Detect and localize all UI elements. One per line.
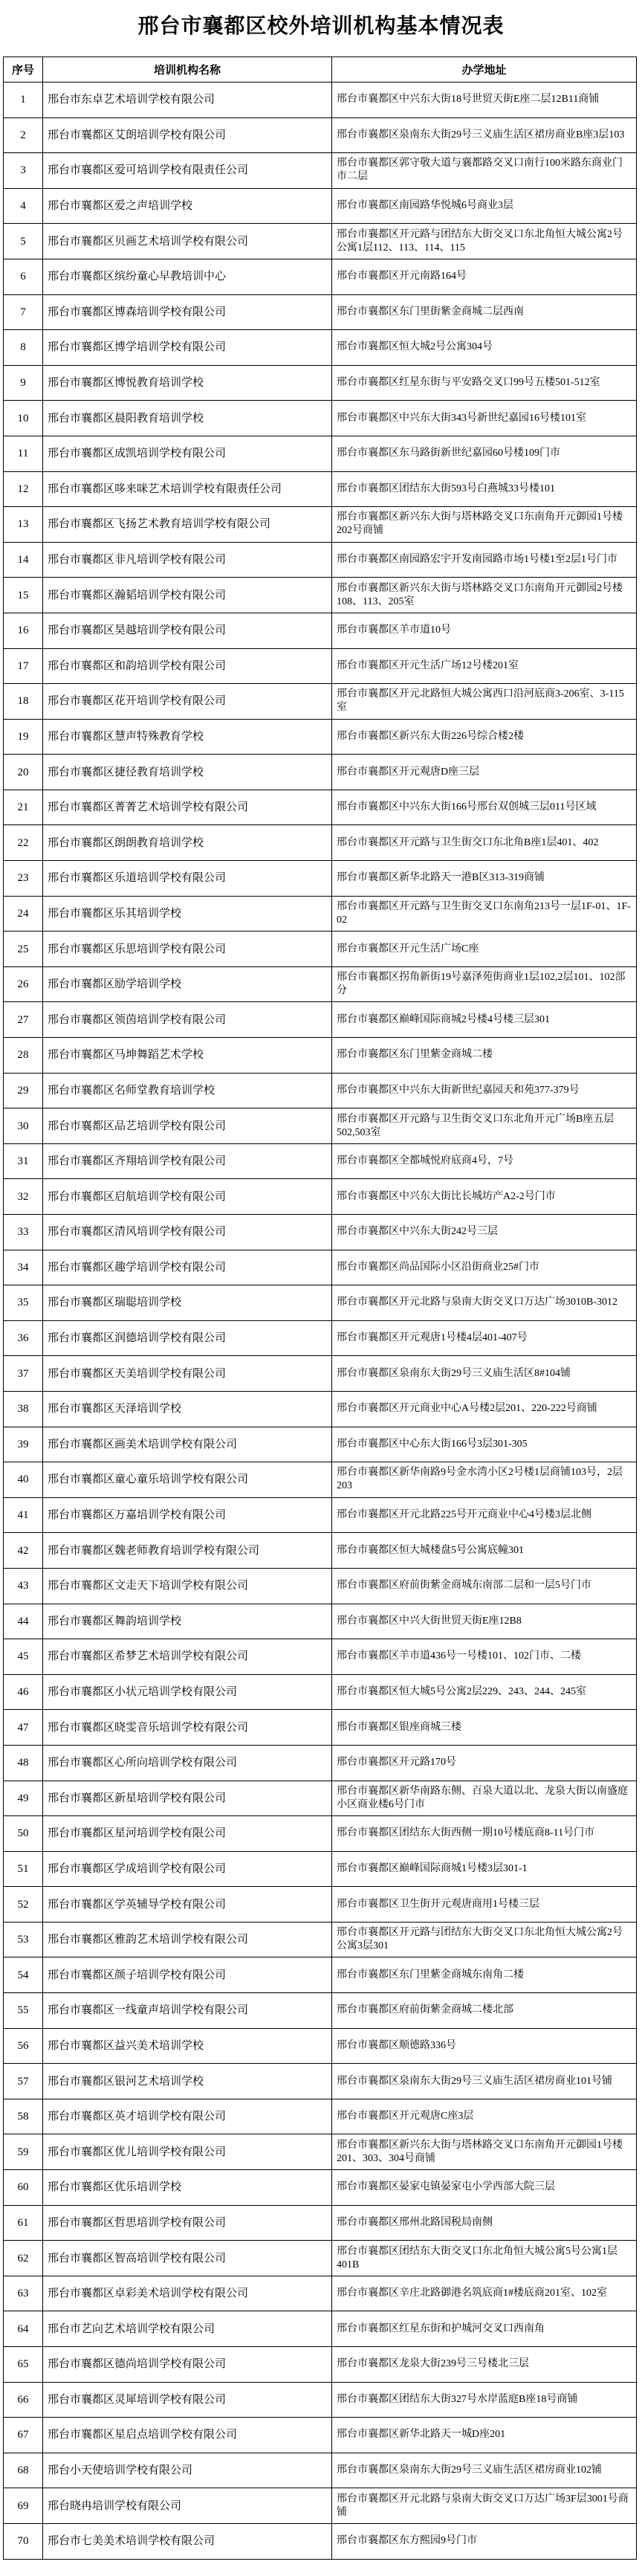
table-row [4, 1533, 637, 1569]
table-row [4, 1887, 637, 1923]
row-index: 30 [4, 1108, 43, 1144]
institution-name: 邢台市襄都区花开培训学校有限公司 [43, 684, 332, 720]
row-index: 36 [4, 1320, 43, 1356]
institution-name: 邢台市襄都区天泽培训学校 [43, 1391, 332, 1427]
row-index: 12 [4, 471, 43, 507]
table-row [4, 613, 637, 648]
institution-name: 邢台市襄都区马坤舞蹈艺术学校 [43, 1038, 332, 1074]
row-index: 8 [4, 330, 43, 366]
institution-name: 邢台市襄都区博学培训学校有限公司 [43, 330, 332, 366]
row-index: 11 [4, 436, 43, 471]
institution-name: 邢台市襄都区舞韵培训学校 [43, 1604, 332, 1639]
institution-address: 邢台市襄都区东门里街紫金商城二层西南 [332, 294, 637, 330]
table-row [4, 1250, 637, 1285]
table-row [4, 578, 637, 613]
row-index: 69 [4, 2488, 43, 2524]
table-row [4, 330, 637, 366]
row-index: 45 [4, 1639, 43, 1675]
institution-address: 邢台市襄都区团结东大街593号白燕城33号楼101 [332, 471, 637, 507]
table-row [4, 1002, 637, 1038]
row-index: 62 [4, 2241, 43, 2276]
institution-name: 邢台市襄都区星河培训学校有限公司 [43, 1816, 332, 1852]
row-index: 28 [4, 1038, 43, 1074]
institution-name: 邢台市襄都区优乐培训学校 [43, 2170, 332, 2206]
institution-address: 邢台市襄都区中兴东大街166号邢台双创城三层011号区域 [332, 790, 637, 825]
row-index: 32 [4, 1179, 43, 1215]
row-index: 37 [4, 1356, 43, 1392]
table-row [4, 2347, 637, 2383]
institution-name: 邢台市襄都区励学培训学校 [43, 966, 332, 1002]
institution-name: 邢台市襄都区雅韵艺术培训学校有限公司 [43, 1922, 332, 1957]
row-index: 53 [4, 1922, 43, 1957]
institution-name: 邢台市襄都区和韵培训学校有限公司 [43, 648, 332, 684]
table-row [4, 1179, 637, 1215]
institution-name: 邢台市襄都区文走天下培训学校有限公司 [43, 1568, 332, 1604]
institution-address: 邢台市襄都区恒大城2号公寓304号 [332, 330, 637, 366]
institution-name: 邢台市襄都区名师堂教育培训学校 [43, 1073, 332, 1108]
table-row [4, 1957, 637, 1993]
row-index: 25 [4, 932, 43, 967]
header-name: 培训机构名称 [43, 57, 332, 83]
table-row [4, 436, 637, 471]
table-row [4, 896, 637, 932]
row-index: 56 [4, 2028, 43, 2064]
row-index: 52 [4, 1887, 43, 1923]
institution-address: 邢台市襄都区南园路宏宇开发南园路市场1号楼1至2层1号门市 [332, 542, 637, 578]
institution-name: 邢台市襄都区领茵培训学校有限公司 [43, 1002, 332, 1038]
table-row [4, 188, 637, 224]
table-row [4, 259, 637, 294]
table-row [4, 1427, 637, 1462]
institution-address: 邢台市襄都区中兴东大街比长城坊产A2-2号门市 [332, 1179, 637, 1215]
row-index: 48 [4, 1745, 43, 1781]
institution-address: 邢台市襄都区开元观唐D座三层 [332, 755, 637, 790]
institution-address: 邢台市襄都区尚品国际小区沿街商业25#门市 [332, 1250, 637, 1285]
row-index: 31 [4, 1143, 43, 1179]
table-row [4, 1993, 637, 2029]
row-index: 70 [4, 2523, 43, 2559]
row-index: 44 [4, 1604, 43, 1639]
institution-address: 邢台市襄都区新兴东大街与塔林路交叉口东南角开元御园2号楼108、113、205室 [332, 578, 637, 613]
table-row [4, 1108, 637, 1144]
institution-address: 邢台市襄都区开元北路恒大城公寓西口沿河底商3-206室、3-115室 [332, 684, 637, 720]
institution-address: 邢台市襄都区开元生活广场C座 [332, 932, 637, 967]
table-row [4, 1497, 637, 1533]
institution-name: 邢台市襄都区童心童乐培训学校有限公司 [43, 1462, 332, 1498]
institution-name: 邢台市襄都区缤纷童心早教培训中心 [43, 259, 332, 294]
institution-address: 邢台市襄都区羊市道10号 [332, 613, 637, 648]
row-index: 15 [4, 578, 43, 613]
table-row [4, 1816, 637, 1852]
institution-address: 邢台市襄都区开元生活广场12号楼201室 [332, 648, 637, 684]
institution-name: 邢台市襄都区瑞聪培训学校 [43, 1285, 332, 1321]
institution-name: 邢台市襄都区智高培训学校有限公司 [43, 2241, 332, 2276]
institution-address: 邢台市襄都区中兴东大街新世纪嘉园天和苑377-379号 [332, 1073, 637, 1108]
institution-name: 邢台市襄都区星启点培训学校有限公司 [43, 2418, 332, 2453]
institution-name: 邢台市襄都区博森培训学校有限公司 [43, 294, 332, 330]
institution-address: 邢台市襄都区拐角新街19号嘉泽苑街商业1层102,2层101、102部分 [332, 966, 637, 1002]
row-index: 40 [4, 1462, 43, 1498]
row-index: 7 [4, 294, 43, 330]
table-row [4, 2170, 637, 2206]
table-row [4, 932, 637, 967]
table-row [4, 1781, 637, 1816]
institution-address: 邢台市襄都区府前街紫金商城二楼北部 [332, 1993, 637, 2029]
table-row [4, 1320, 637, 1356]
table-row [4, 471, 637, 507]
table-row [4, 507, 637, 543]
row-index: 27 [4, 1002, 43, 1038]
table-row [4, 2099, 637, 2134]
table-row [4, 1851, 637, 1887]
row-index: 35 [4, 1285, 43, 1321]
row-index: 42 [4, 1533, 43, 1569]
table-row [4, 224, 637, 259]
institution-address: 邢台市襄都区开元商业中心A号楼2层201、220-222号商铺 [332, 1391, 637, 1427]
institution-name: 邢台晓冉培训学校有限公司 [43, 2488, 332, 2524]
institution-address: 邢台市襄都区东马路街新世纪嘉园60号楼109门市 [332, 436, 637, 471]
institution-address: 邢台市襄都区新兴东大街与塔林路交叉口东南角开元御园1号楼202号商铺 [332, 507, 637, 543]
table-row [4, 2205, 637, 2241]
institution-address: 邢台市襄都区开元路与团结东大街交叉口东北角恒大城公寓2号公寓1层112、113、114、115 [332, 224, 637, 259]
institution-name: 邢台市襄都区爱可培训学校有限责任公司 [43, 153, 332, 189]
institution-address: 邢台市襄都区邢州北路国税局南侧 [332, 2205, 637, 2241]
institution-address: 邢台市襄都区新华北路天一港B区313-319商铺 [332, 861, 637, 897]
table-row [4, 2488, 637, 2524]
table-row [4, 1604, 637, 1639]
institution-address: 邢台市襄都区新兴东大街与塔林路交叉口东南角开元御园1号楼201、303、304号商铺 [332, 2134, 637, 2170]
institution-name: 邢台市襄都区魏老师教育培训学校有限公司 [43, 1533, 332, 1569]
institution-address: 邢台市襄都区开元北路225号开元商业中心4号楼3层北侧 [332, 1497, 637, 1533]
row-index: 61 [4, 2205, 43, 2241]
institution-name: 邢台市襄都区成凯培训学校有限公司 [43, 436, 332, 471]
institution-name: 邢台市襄都区趣学培训学校有限公司 [43, 1250, 332, 1285]
table-row [4, 2453, 637, 2488]
row-index: 29 [4, 1073, 43, 1108]
institution-name: 邢台市襄都区优儿培训学校有限公司 [43, 2134, 332, 2170]
row-index: 38 [4, 1391, 43, 1427]
institution-address: 邢台市襄都区中兴大街世贸天街E座12B8 [332, 1604, 637, 1639]
institution-address: 邢台市襄都区中心东大街166号3层301-305 [332, 1427, 637, 1462]
institution-address: 邢台市襄都区卫生街开元观唐商用1号楼三层 [332, 1887, 637, 1923]
row-index: 18 [4, 684, 43, 720]
table-row [4, 861, 637, 897]
institution-name: 邢台市襄都区画美术培训学校有限公司 [43, 1427, 332, 1462]
institution-name: 邢台市襄都区天美培训学校有限公司 [43, 1356, 332, 1392]
row-index: 23 [4, 861, 43, 897]
institution-address: 邢台市襄都区新兴东大街226号综合楼2楼 [332, 719, 637, 755]
table-row [4, 1356, 637, 1392]
institution-name: 邢台市襄都区希梦艺术培训学校有限公司 [43, 1639, 332, 1675]
institution-name: 邢台市东卓艺术培训学校有限公司 [43, 83, 332, 118]
institution-name: 邢台市襄都区万嘉培训学校有限公司 [43, 1497, 332, 1533]
institution-name: 邢台市襄都区瀚韬培训学校有限公司 [43, 578, 332, 613]
table-row [4, 1639, 637, 1675]
institution-name: 邢台市襄都区小状元培训学校有限公司 [43, 1674, 332, 1710]
institution-name: 邢台市襄都区银河艺术培训学校 [43, 2064, 332, 2099]
institution-address: 邢台市襄都区泉南东大街29号三义庙生活区8#104铺 [332, 1356, 637, 1392]
institution-address: 邢台市襄都区银座商城三楼 [332, 1710, 637, 1746]
institution-address: 邢台市襄都区新华南路东侧、百泉大道以北、龙泉大街以南盛庭小区商业楼6号门市 [332, 1781, 637, 1816]
row-index: 17 [4, 648, 43, 684]
table-row [4, 1073, 637, 1108]
row-index: 67 [4, 2418, 43, 2453]
institution-address: 邢台市襄都区开元路与卫生街交叉口东北角开元广场B座五层502,503室 [332, 1108, 637, 1144]
row-index: 50 [4, 1816, 43, 1852]
table-row [4, 365, 637, 401]
institution-address: 邢台市襄都区开元观唐C座3层 [332, 2099, 637, 2134]
institution-name: 邢台市襄都区贝画艺术培训学校有限公司 [43, 224, 332, 259]
institution-address: 邢台市襄都区巅峰国际商城2号楼4号楼三层301 [332, 1002, 637, 1038]
institution-name: 邢台市襄都区乐道培训学校有限公司 [43, 861, 332, 897]
table-row [4, 1143, 637, 1179]
table-row [4, 1215, 637, 1250]
row-index: 21 [4, 790, 43, 825]
institution-address: 邢台市襄都区南园路华悦城6号商业3层 [332, 188, 637, 224]
table-row [4, 1710, 637, 1746]
table-row [4, 1922, 637, 1957]
institution-address: 邢台市襄都区泉南东大街29号三义庙生活区裙房商业B座3层103 [332, 117, 637, 153]
table-row [4, 2276, 637, 2311]
institution-table [3, 57, 637, 2560]
row-index: 34 [4, 1250, 43, 1285]
header-index: 序号 [4, 57, 43, 83]
institution-name: 邢台市襄都区齐翔培训学校有限公司 [43, 1143, 332, 1179]
table-row [4, 83, 637, 118]
row-index: 65 [4, 2347, 43, 2383]
institution-name: 邢台市襄都区菁菁艺术培训学校有限公司 [43, 790, 332, 825]
institution-address: 邢台市襄都区中兴东大街18号世贸天街E座二层12B11商铺 [332, 83, 637, 118]
row-index: 26 [4, 966, 43, 1002]
row-index: 68 [4, 2453, 43, 2488]
row-index: 19 [4, 719, 43, 755]
row-index: 6 [4, 259, 43, 294]
institution-address: 邢台市襄都区新华北路天一城D座201 [332, 2418, 637, 2453]
institution-name: 邢台市襄都区卓彩美术培训学校有限公司 [43, 2276, 332, 2311]
row-index: 41 [4, 1497, 43, 1533]
institution-address: 邢台市襄都区羊市道436号一号楼101、102门市、二楼 [332, 1639, 637, 1675]
row-index: 43 [4, 1568, 43, 1604]
row-index: 54 [4, 1957, 43, 1993]
institution-address: 邢台市襄都区恒大城楼盘5号公寓底幢301 [332, 1533, 637, 1569]
row-index: 46 [4, 1674, 43, 1710]
institution-name: 邢台市襄都区博悦教育培训学校 [43, 365, 332, 401]
institution-address: 邢台市襄都区东门里紫金商城东南角二楼 [332, 1957, 637, 1993]
institution-address: 邢台市襄都区中兴东大街343号新世纪嘉园16号楼101室 [332, 401, 637, 436]
row-index: 49 [4, 1781, 43, 1816]
table-row [4, 1462, 637, 1498]
institution-name: 邢台市襄都区晓雯音乐培训学校有限公司 [43, 1710, 332, 1746]
institution-name: 邢台市襄都区飞扬艺术教育培训学校有限公司 [43, 507, 332, 543]
table-row [4, 294, 637, 330]
row-index: 55 [4, 1993, 43, 2029]
table-row [4, 117, 637, 153]
institution-name: 邢台市襄都区哲思培训学校有限公司 [43, 2205, 332, 2241]
institution-name: 邢台市艺向艺术培训学校有限公司 [43, 2311, 332, 2347]
row-index: 4 [4, 188, 43, 224]
institution-address: 邢台市襄都区开元路与团结东大街交叉口东北角恒大城公寓2号公寓3层301 [332, 1922, 637, 1957]
table-row [4, 966, 637, 1002]
institution-address: 邢台市襄都区开元路与卫生街交叉口东南角213号一层1F-01、1F-02 [332, 896, 637, 932]
institution-address: 邢台市襄都区开元北路与泉南大街交叉口万达广场3010B-3012 [332, 1285, 637, 1321]
institution-name: 邢台市襄都区昊越培训学校有限公司 [43, 613, 332, 648]
institution-name: 邢台市襄都区品艺培训学校有限公司 [43, 1108, 332, 1144]
row-index: 63 [4, 2276, 43, 2311]
institution-name: 邢台市襄都区艾朗培训学校有限公司 [43, 117, 332, 153]
institution-address: 邢台市襄都区开元北路与泉南大街交叉口万达广场3F层3001号商铺 [332, 2488, 637, 2524]
table-row [4, 684, 637, 720]
institution-address: 邢台市襄都区团结东大街西侧一期10号楼底商8-11号门市 [332, 1816, 637, 1852]
row-index: 66 [4, 2382, 43, 2418]
table-row [4, 1745, 637, 1781]
institution-address: 邢台市襄都区开元南路164号 [332, 259, 637, 294]
row-index: 3 [4, 153, 43, 189]
row-index: 39 [4, 1427, 43, 1462]
institution-name: 邢台市襄都区新星培训学校有限公司 [43, 1781, 332, 1816]
institution-address: 邢台市襄都区红星东街与平安路交叉口99号五楼501-512室 [332, 365, 637, 401]
institution-name: 邢台市襄都区朗朗教育培训学校 [43, 825, 332, 861]
institution-name: 邢台市襄都区慧声特殊教育学校 [43, 719, 332, 755]
table-row [4, 790, 637, 825]
institution-name: 邢台市襄都区英才培训学校有限公司 [43, 2099, 332, 2134]
institution-name: 邢台市襄都区一线童声培训学校有限公司 [43, 1993, 332, 2029]
institution-name: 邢台市襄都区哆来咪艺术培训学校有限责任公司 [43, 471, 332, 507]
institution-address: 邢台市襄都区开元路170号 [332, 1745, 637, 1781]
table-row [4, 2064, 637, 2099]
institution-address: 邢台市襄都区开元路与卫生街交口东北角B座1层401、402 [332, 825, 637, 861]
table-row [4, 648, 637, 684]
row-index: 51 [4, 1851, 43, 1887]
row-index: 59 [4, 2134, 43, 2170]
institution-address: 邢台市襄都区团结东大街交叉口东北角恒大城公寓5号公寓1层401B [332, 2241, 637, 2276]
institution-name: 邢台市襄都区灵犀培训学校有限公司 [43, 2382, 332, 2418]
table-row [4, 2241, 637, 2276]
table-row [4, 2382, 637, 2418]
row-index: 22 [4, 825, 43, 861]
row-index: 14 [4, 542, 43, 578]
institution-address: 邢台市襄都区龙泉大街239号三号楼北三层 [332, 2347, 637, 2383]
institution-name: 邢台市襄都区爱之声培训学校 [43, 188, 332, 224]
institution-name: 邢台市襄都区心所向培训学校有限公司 [43, 1745, 332, 1781]
row-index: 24 [4, 896, 43, 932]
institution-address: 邢台市襄都区晏家屯镇晏家屯小学西部大院三层 [332, 2170, 637, 2206]
institution-address: 邢台市襄都区全都城悦府底商4号，7号 [332, 1143, 637, 1179]
institution-address: 邢台市襄都区东门里紫金商城二楼 [332, 1038, 637, 1074]
table-row [4, 719, 637, 755]
institution-address: 邢台市襄都区团结东大街327号水岸蓝庭B座18号商铺 [332, 2382, 637, 2418]
institution-name: 邢台市襄都区捷径教育培训学校 [43, 755, 332, 790]
row-index: 33 [4, 1215, 43, 1250]
row-index: 60 [4, 2170, 43, 2206]
row-index: 13 [4, 507, 43, 543]
institution-name: 邢台市襄都区非凡培训学校有限公司 [43, 542, 332, 578]
institution-address: 邢台市襄都区新华南路9号金水湾小区2号楼1层商铺103号，2层203 [332, 1462, 637, 1498]
table-row [4, 2028, 637, 2064]
table-body [4, 83, 637, 2560]
institution-address: 邢台市襄都区中兴东大街242号三层 [332, 1215, 637, 1250]
institution-address: 邢台市襄都区东方熙园9号门市 [332, 2523, 637, 2559]
institution-name: 邢台市襄都区润德培训学校有限公司 [43, 1320, 332, 1356]
table-row [4, 401, 637, 436]
institution-address: 邢台市襄都区恒大城5号公寓2层229、243、244、245室 [332, 1674, 637, 1710]
row-index: 57 [4, 2064, 43, 2099]
row-index: 10 [4, 401, 43, 436]
institution-name: 邢台市襄都区清风培训学校有限公司 [43, 1215, 332, 1250]
institution-name: 邢台市襄都区启航培训学校有限公司 [43, 1179, 332, 1215]
institution-name: 邢台市襄都区乐思培训学校有限公司 [43, 932, 332, 967]
table-row [4, 153, 637, 189]
institution-name: 邢台市襄都区乐其培训学校 [43, 896, 332, 932]
row-index: 1 [4, 83, 43, 118]
institution-address: 邢台市襄都区府前街紫金商城东南部二层和一层5号门市 [332, 1568, 637, 1604]
row-index: 5 [4, 224, 43, 259]
institution-address: 邢台市襄都区开元观唐1号楼4层401-407号 [332, 1320, 637, 1356]
table-row [4, 1038, 637, 1074]
row-index: 16 [4, 613, 43, 648]
table-row [4, 1285, 637, 1321]
table-row [4, 2311, 637, 2347]
table-row [4, 755, 637, 790]
institution-address: 邢台市襄都区泉南东大街29号三义庙生活区裙房商业102铺 [332, 2453, 637, 2488]
row-index: 2 [4, 117, 43, 153]
institution-address: 邢台市襄都区巅峰国际商城1号楼3层301-1 [332, 1851, 637, 1887]
table-header-row [4, 57, 637, 83]
institution-address: 邢台市襄都区郭守敬大道与襄都路交叉口南行100米路东商业门市二层 [332, 153, 637, 189]
header-address: 办学地址 [332, 57, 637, 83]
row-index: 9 [4, 365, 43, 401]
table-row [4, 1674, 637, 1710]
institution-name: 邢台市襄都区学成培训学校有限公司 [43, 1851, 332, 1887]
table-row [4, 2134, 637, 2170]
table-row [4, 1568, 637, 1604]
institution-address: 邢台市襄都区辛庄北路御港名筑底商1#楼底商201室、102室 [332, 2276, 637, 2311]
institution-name: 邢台小天使培训学校有限公司 [43, 2453, 332, 2488]
institution-name: 邢台市襄都区德尚培训学校有限公司 [43, 2347, 332, 2383]
table-row [4, 825, 637, 861]
row-index: 64 [4, 2311, 43, 2347]
row-index: 58 [4, 2099, 43, 2134]
table-row [4, 2523, 637, 2559]
institution-name: 邢台市襄都区颜子培训学校有限公司 [43, 1957, 332, 1993]
institution-name: 邢台市襄都区益兴美术培训学校 [43, 2028, 332, 2064]
row-index: 47 [4, 1710, 43, 1746]
row-index: 20 [4, 755, 43, 790]
institution-name: 邢台市襄都区学英辅导学校有限公司 [43, 1887, 332, 1923]
table-row [4, 542, 637, 578]
page-title: 邢台市襄都区校外培训机构基本情况表 [137, 13, 505, 38]
institution-address: 邢台市襄都区红星东街和护城河交叉口西南角 [332, 2311, 637, 2347]
table-row [4, 1391, 637, 1427]
table-row [4, 2418, 637, 2453]
institution-address: 邢台市襄都区顺德路336号 [332, 2028, 637, 2064]
institution-name: 邢台市襄都区晨阳教育培训学校 [43, 401, 332, 436]
institution-name: 邢台市七美美术培训学校有限公司 [43, 2523, 332, 2559]
institution-address: 邢台市襄都区泉南东大街29号三义庙生活区裙房商业101号铺 [332, 2064, 637, 2099]
